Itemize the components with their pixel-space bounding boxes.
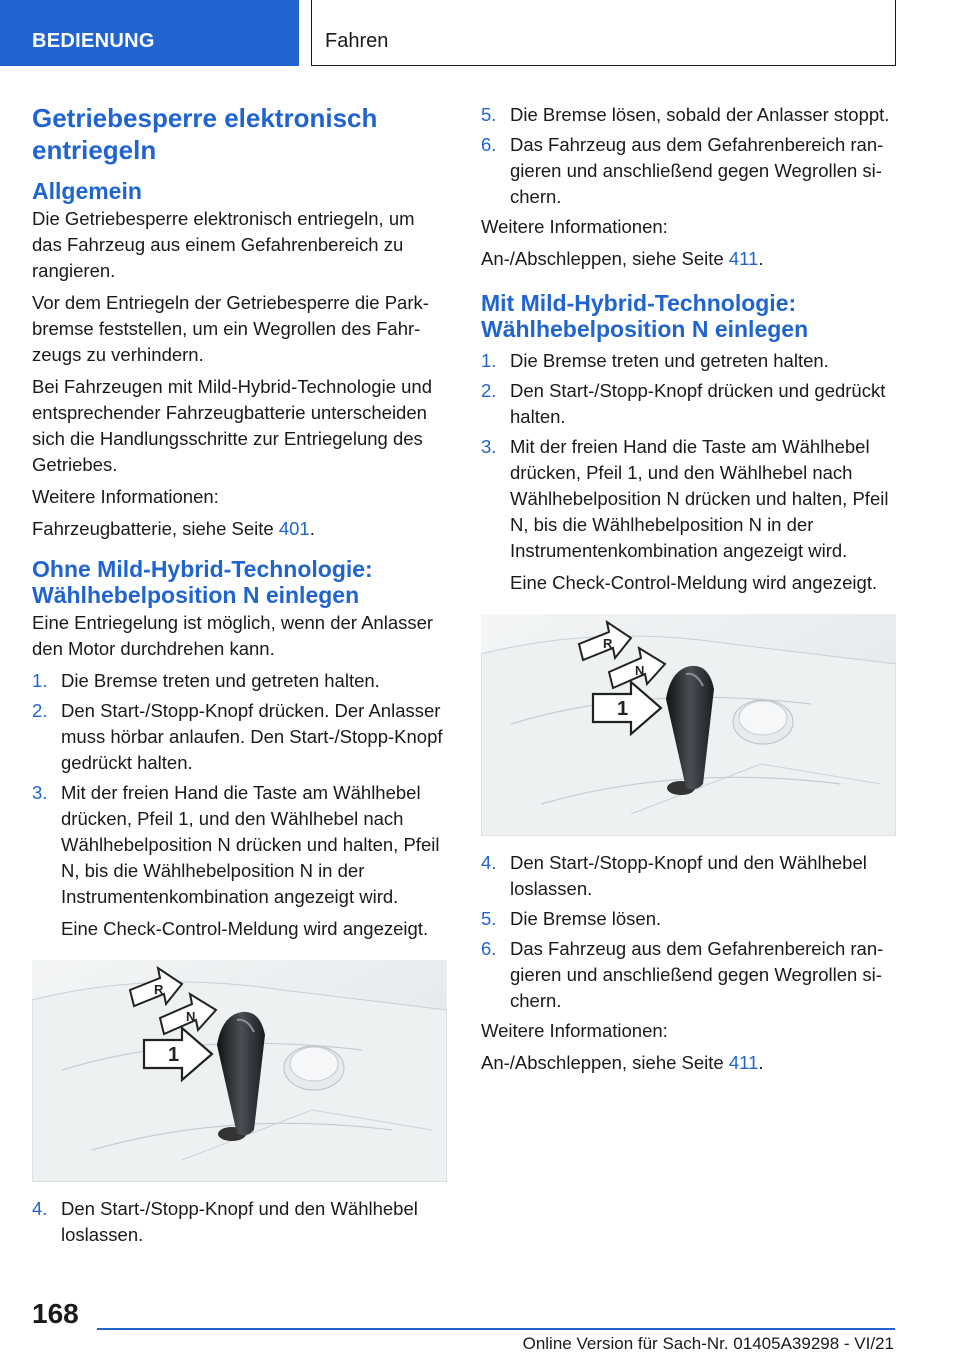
list-item: [481, 936, 896, 1014]
reference-suffix: .: [309, 518, 315, 539]
list-item: [481, 906, 896, 932]
step-number: 6.: [481, 938, 497, 959]
step-list: [32, 668, 447, 942]
footer-version-text: Online Version für Sach-Nr. 01405A39298 - VI/21: [522, 1334, 894, 1353]
section-title: BEDIENUNG: [32, 30, 155, 52]
reference-text: An-/Abschleppen, siehe Seite: [481, 1052, 729, 1073]
list-item: [481, 850, 896, 902]
step-text: Die Bremse treten und getreten halten.: [61, 670, 380, 691]
step-text: Den Start-/Stopp-Knopf und den Wählhebel loslassen.: [510, 852, 867, 899]
gear-selector-illustration: [481, 614, 896, 836]
step-number: 3.: [32, 782, 48, 803]
list-item: [32, 668, 447, 694]
step-text: Die Bremse lösen.: [510, 908, 662, 929]
arrow-r-label: R: [154, 982, 164, 997]
list-item: [481, 348, 896, 374]
arrow-1-label: 1: [168, 1044, 180, 1066]
page-reference: [32, 516, 447, 542]
info-label: Weitere Informationen:: [481, 216, 668, 237]
chapter-title: Fahren: [325, 30, 389, 52]
left-column: [32, 102, 447, 1252]
general-para-4: Weitere Informationen:: [32, 486, 219, 507]
step-number: 1.: [481, 350, 497, 371]
step-list-top: [481, 102, 896, 210]
info-label: Weitere Informationen:: [481, 1020, 668, 1041]
step-number: 6.: [481, 134, 497, 155]
general-para-3: Bei Fahrzeugen mit Mild-Hybrid-Technologie und entsprechender Fahrzeugbatterie unterscheiden sich die Handlungsschritte zur Entriegelung des Getriebes.: [32, 376, 432, 475]
step-list: [481, 348, 896, 596]
step-number: 3.: [481, 436, 497, 457]
gear-selector-illustration: [32, 960, 447, 1182]
arrow-n-label: N: [186, 1009, 196, 1024]
reference-text: Fahrzeugbatterie, siehe Seite: [32, 518, 279, 539]
step-number: 2.: [481, 380, 497, 401]
page-reference: [481, 246, 896, 272]
section-tab: [0, 0, 299, 66]
step-number: 4.: [481, 852, 497, 873]
reference-text: An-/Abschleppen, siehe Seite: [481, 248, 729, 269]
list-item: [32, 1196, 447, 1248]
list-item: [481, 378, 896, 430]
step-text: Den Start-/Stopp-Knopf und den Wählhebel loslassen.: [61, 1198, 418, 1245]
step-number: 1.: [32, 670, 48, 691]
step-number: 5.: [481, 908, 497, 929]
section-heading-without-hybrid: Ohne Mild-Hybrid-Technologie: Wählhebelposition N einlegen: [32, 556, 373, 608]
list-item: [481, 102, 896, 128]
step-text: Mit der freien Hand die Taste am Wählhebel drücken, Pfeil 1, und den Wählhebel nach Wählhebelposition N drücken und halten, Pfeil N, bis die Wählhebelposition N in der Instrumentenkombination angezeigt wird.: [510, 436, 889, 561]
page-link-411[interactable]: 411: [728, 248, 759, 269]
step-text: Die Bremse treten und getreten halten.: [510, 350, 829, 371]
general-heading: Allgemein: [32, 178, 142, 204]
general-para-2: Vor dem Entriegeln der Getriebesperre die Parkbremse feststellen, um ein Wegrollen des Fahrzeugs zu verhindern.: [32, 292, 429, 365]
footer-divider: [97, 1328, 895, 1330]
step-list-continued: [32, 1196, 447, 1248]
step-text: Mit der freien Hand die Taste am Wählhebel drücken, Pfeil 1, und den Wählhebel nach Wählhebelposition N drücken und halten, Pfeil N, bis die Wählhebelposition N in der Instrumentenkombination angezeigt wird.: [61, 782, 440, 907]
step-number: 5.: [481, 104, 497, 125]
reference-suffix: .: [758, 248, 764, 269]
arrow-r-label: R: [603, 636, 613, 651]
step-number: 4.: [32, 1198, 48, 1219]
step-number: 2.: [32, 700, 48, 721]
page-reference: [481, 1050, 896, 1076]
general-para-1: Die Getriebesperre elektronisch entriegeln, um das Fahrzeug aus einem Gefahrenbereich zu rangieren.: [32, 208, 415, 281]
list-item: [32, 698, 447, 776]
step-text: Den Start-/Stopp-Knopf drücken. Der Anlasser muss hörbar anlaufen. Den Start-/Stopp-Knopf gedrückt halten.: [61, 700, 443, 773]
arrow-1-label: 1: [617, 698, 629, 720]
step-text: Das Fahrzeug aus dem Gefahrenbereich rangieren und anschließend gegen Wegrollen sichern.: [510, 134, 884, 207]
reference-suffix: .: [758, 1052, 764, 1073]
step-text: Den Start-/Stopp-Knopf drücken und gedrückt halten.: [510, 380, 886, 427]
step-list-continued: [481, 850, 896, 1014]
chapter-box: [311, 0, 896, 66]
page-title: Getriebesperre elektronisch entriegeln: [32, 103, 378, 165]
step-text: Die Bremse lösen, sobald der Anlasser stoppt.: [510, 104, 890, 125]
list-item: [481, 132, 896, 210]
step-note: Eine Check-Control-Meldung wird angezeigt.: [61, 918, 429, 939]
step-text: Das Fahrzeug aus dem Gefahrenbereich rangieren und anschließend gegen Wegrollen sichern.: [510, 938, 884, 1011]
arrow-n-label: N: [635, 663, 645, 678]
page-number: 168: [32, 1298, 79, 1329]
list-item: [32, 780, 447, 942]
right-column: [481, 102, 896, 1082]
list-item: [481, 434, 896, 596]
section-heading-with-hybrid: Mit Mild-Hybrid-Technologie: Wählhebelposition N einlegen: [481, 290, 809, 342]
step-note: Eine Check-Control-Meldung wird angezeigt.: [510, 572, 878, 593]
page-link-401[interactable]: 401: [278, 518, 310, 539]
page-link-411[interactable]: 411: [728, 1052, 759, 1073]
section-intro: Eine Entriegelung ist möglich, wenn der Anlasser den Motor durchdrehen kann.: [32, 612, 434, 659]
